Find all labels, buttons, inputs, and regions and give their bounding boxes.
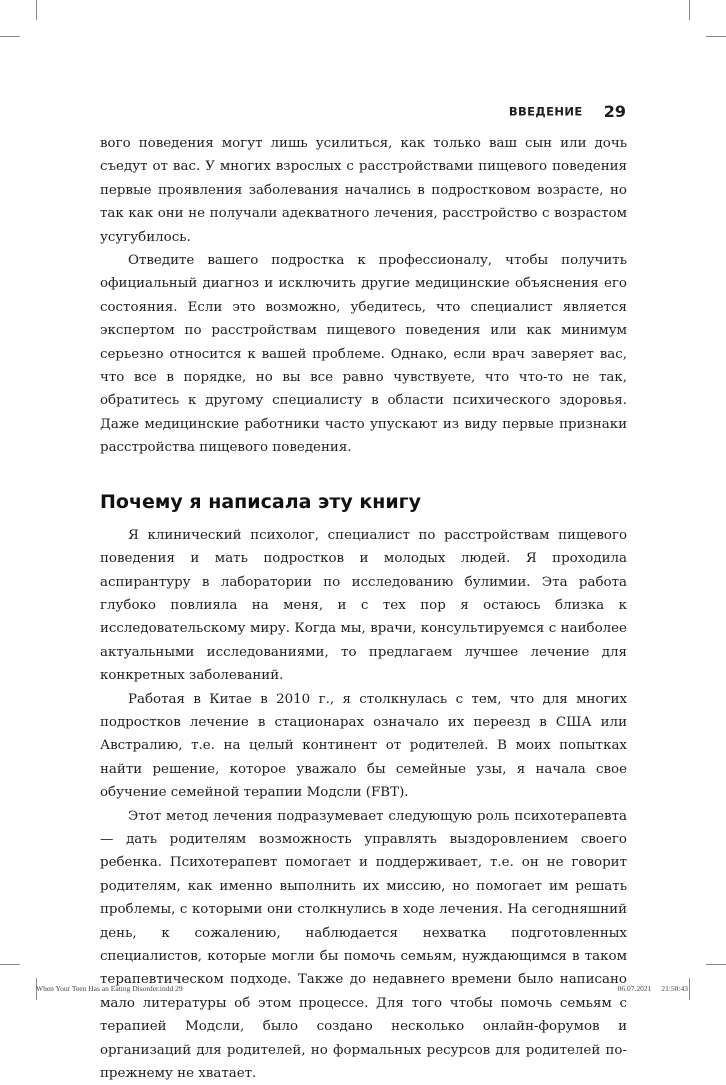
running-head-section: ВВЕДЕНИЕ xyxy=(508,104,583,119)
print-slug-date: 06.07.2021 xyxy=(617,984,652,993)
crop-mark-right-top xyxy=(706,36,726,37)
paragraph-continued: вого поведения могут лишь усилиться, как только ваш сын или дочь съедут от вас. У многих взрослых с расстройствами пищевого поведения первые проявления заболевания начались в подростковом возрасте, но так как они не получали адекватного лечения, расстройство с возрастом усугубилось. xyxy=(100,136,627,245)
crop-mark-left-bottom xyxy=(0,964,20,965)
crop-mark-left-top xyxy=(0,36,20,37)
paragraph-method: Этот метод лечения подразумевает следующую роль психотерапевта — дать родителям возможность управлять выздоровлением своего ребенка. Психотерапевт помогает и поддерживает, т.е. он не говорит родителям, как именно выполнить их миссию, но помогает им решать проблемы, с которыми они столкнулись в ходе лечения. На сегодняшний день, к сожалению, наблюдается нехватка подготовленных специалистов, которые могли бы помочь семьям, нуждающимся в таком терапевтическом подходе. Также до недавнего времени было написано мало литературы об этом процессе. Для того чтобы помочь семьям с терапией Модсли, было создано несколько онлайн-форумов и организаций для родителей, но формальных ресурсов для родителей по-прежнему не хватает. xyxy=(100,808,627,1082)
running-head xyxy=(509,101,626,121)
paragraph-china: Работая в Китае в 2010 г., я столкнулась с тем, что для многих подростков лечение в стационарах означало их переезд в США или Австралию, т.е. на целый континент от родителей. В моих попытках найти решение, которое уважало бы семейные узы, я начала свое обучение семейной терапии Модсли (FBT). xyxy=(100,691,627,801)
crop-mark-right-bottom xyxy=(706,964,726,965)
print-slug-time: 21:50:43 xyxy=(661,984,688,993)
section-heading: Почему я написала эту книгу xyxy=(100,490,421,513)
print-slug-file: When Your Teen Has an Eating Disorder.indd 29 xyxy=(36,984,183,993)
crop-mark-top-right xyxy=(689,0,690,20)
page-body xyxy=(100,132,627,1085)
page-number: 29 xyxy=(603,102,626,121)
paragraph-see-specialist: Отведите вашего подростка к профессионалу, чтобы получить официальный диагноз и исключить другие медицинские объяснения его состояния. Если это возможно, убедитесь, что специалист является экспертом по расстройствам пищевого поведения или как минимум серьезно относится к вашей проблеме. Однако, если врач заверяет вас, что все в порядке, но вы все равно чувствуете, что что-то не так, обратитесь к другому специалисту в области психического здоровья. Даже медицинские работники часто упускают из виду первые признаки расстройства пищевого поведения. xyxy=(100,253,627,456)
crop-mark-top-left xyxy=(36,0,37,20)
crop-mark-bottom-right xyxy=(689,978,690,1000)
print-slug-timestamp xyxy=(618,984,688,993)
paragraph-about-author: Я клинический психолог, специалист по расстройствам пищевого поведения и мать подростков и молодых людей. Я проходила аспирантуру в лаборатории по исследованию булимии. Эта работа глубоко повлияла на меня, и с тех пор я остаюсь близка к исследовательскому миру. Когда мы, врачи, консультируемся с наиболее актуальными исследованиями, то предлагаем лучшее лечение для конкретных заболеваний. xyxy=(100,527,627,684)
